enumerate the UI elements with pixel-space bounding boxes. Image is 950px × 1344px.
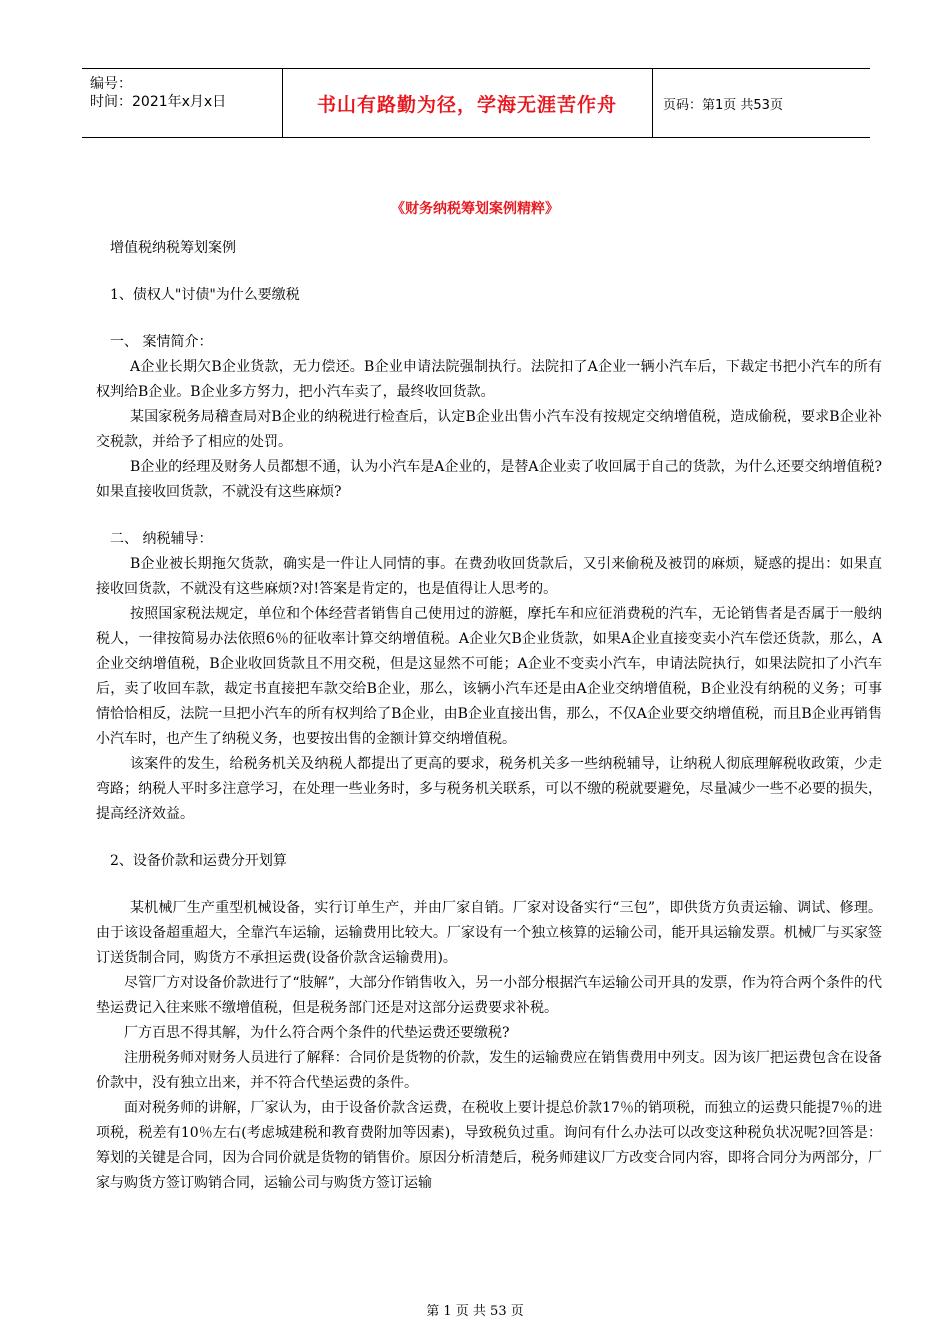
header-meta-cell: [82, 69, 283, 137]
case2-heading: 2、设备价款和运费分开划算: [110, 853, 287, 869]
document-header: [82, 68, 870, 138]
paragraph: B企业被长期拖欠货款，确实是一件让人同情的事。在费劲收回货款后，又引来偷税及被罚的麻烦，疑惑的提出：如果直接收回货款，不就没有这些麻烦?对!答案是肯定的，也是值得让人思考的。: [96, 556, 882, 597]
paragraph: 厂方百思不得其解，为什么符合两个条件的代垫运费还要缴税?: [124, 1025, 510, 1041]
paragraph: 面对税务师的讲解，厂家认为，由于设备价款含运费，在税收上要计提总价款17％的销项税，而独立的运费只能提7％的进项税，税差有10％左右(考虑城建税和教育费附加等因素)，导致税负过重。询问有什么办法可以改变这种税负状况呢?回答是：筹划的关键是合同，因为合同价就是货物的销售价。原因分析清楚后，税务师建议厂方改变合同内容，即将合同分为两部分，厂家与购货方签订购销合同，运输公司与购货方签订运输: [96, 1100, 882, 1191]
paragraph: 某国家税务局稽查局对B企业的纳税进行检查后，认定B企业出售小汽车没有按规定交纳增值税，造成偷税，要求B企业补交税款，并给予了相应的处罚。: [96, 409, 882, 450]
header-motto-cell: [282, 69, 653, 137]
paragraph: 某机械厂生产重型机械设备，实行订单生产，并由厂家自销。厂家对设备实行“三包”，即供货方负责运输、调试、修理。由于该设备超重超大，全靠汽车运输，运输费用比较大。厂家设有一个独立核算的运输公司，能开具运输发票。机械厂与买家签订送货制合同，购货方不承担运费(设备价款含运输费用)。: [96, 900, 882, 966]
document-number-label: 编号：: [90, 76, 132, 92]
case1-heading: 1、债权人"讨债"为什么要缴税: [110, 287, 300, 303]
paragraph: A企业长期欠B企业货款，无力偿还。B企业申请法院强制执行。法院扣了A企业一辆小汽车后，下裁定书把小汽车的所有权判给B企业。B企业多方努力，把小汽车卖了，最终收回货款。: [96, 359, 882, 400]
header-motto: 书山有路勤为径，学海无涯苦作舟: [316, 93, 617, 116]
document-title: 《财务纳税筹划案例精粹》: [391, 201, 559, 217]
paragraph: B企业的经理及财务人员都想不通，认为小汽车是A企业的，是替A企业卖了收回属于自己的货款，为什么还要交纳增值税?如果直接收回货款，不就没有这些麻烦?: [96, 459, 883, 500]
page-footer: 第 1 页 共 53 页: [426, 1304, 524, 1319]
document-body: [96, 236, 882, 1196]
paragraph: 该案件的发生，给税务机关及纳税人都提出了更高的要求，税务机关多一些纳税辅导，让纳税人彻底理解税收政策，少走弯路；纳税人平时多注意学习，在处理一些业务时，多与税务机关联系，可以不缴的税就要避免，尽量减少一些不必要的损失，提高经济效益。: [96, 756, 882, 822]
section-title: 增值税纳税筹划案例: [110, 240, 236, 256]
case1-part2-heading: 二、 纳税辅导：: [110, 531, 213, 547]
paragraph: 注册税务师对财务人员进行了解释：合同价是货物的价款，发生的运输费应在销售费用中列支。因为该厂把运费包含在设备价款中，没有独立出来，并不符合代垫运费的条件。: [96, 1050, 882, 1091]
document-date-label: 时间：2021年x月x日: [90, 94, 227, 110]
paragraph: 按照国家税法规定，单位和个体经营者销售自己使用过的游艇，摩托车和应征消费税的汽车，无论销售者是否属于一般纳税人，一律按简易办法依照6％的征收率计算交纳增值税。A企业欠B企业货款，如果A企业直接变卖小汽车偿还货款，那么，A企业交纳增值税，B企业收回货款且不用交税，但是这显然不可能；A企业不变卖小汽车，申请法院执行，如果法院扣了小汽车后，卖了收回车款，裁定书直接把车款交给B企业，那么，该辆小汽车还是由A企业交纳增值税，B企业没有纳税的义务；可事情恰恰相反，法院一旦把小汽车的所有权判给了B企业，由B企业直接出售，那么，不仅A企业要交纳增值税，而且B企业再销售小汽车时，也产生了纳税义务，也要按出售的金额计算交纳增值税。: [96, 606, 882, 747]
case1-part1-heading: 一、 案情简介：: [110, 334, 213, 350]
header-page-cell: [653, 69, 870, 137]
header-page-info: 页码：第1页 共53页: [663, 97, 783, 113]
paragraph: 尽管厂方对设备价款进行了“肢解”，大部分作销售收入，另一小部分根据汽车运输公司开具的发票，作为符合两个条件的代垫运费记入往来账不缴增值税，但是税务部门还是对这部分运费要求补税。: [96, 975, 882, 1016]
